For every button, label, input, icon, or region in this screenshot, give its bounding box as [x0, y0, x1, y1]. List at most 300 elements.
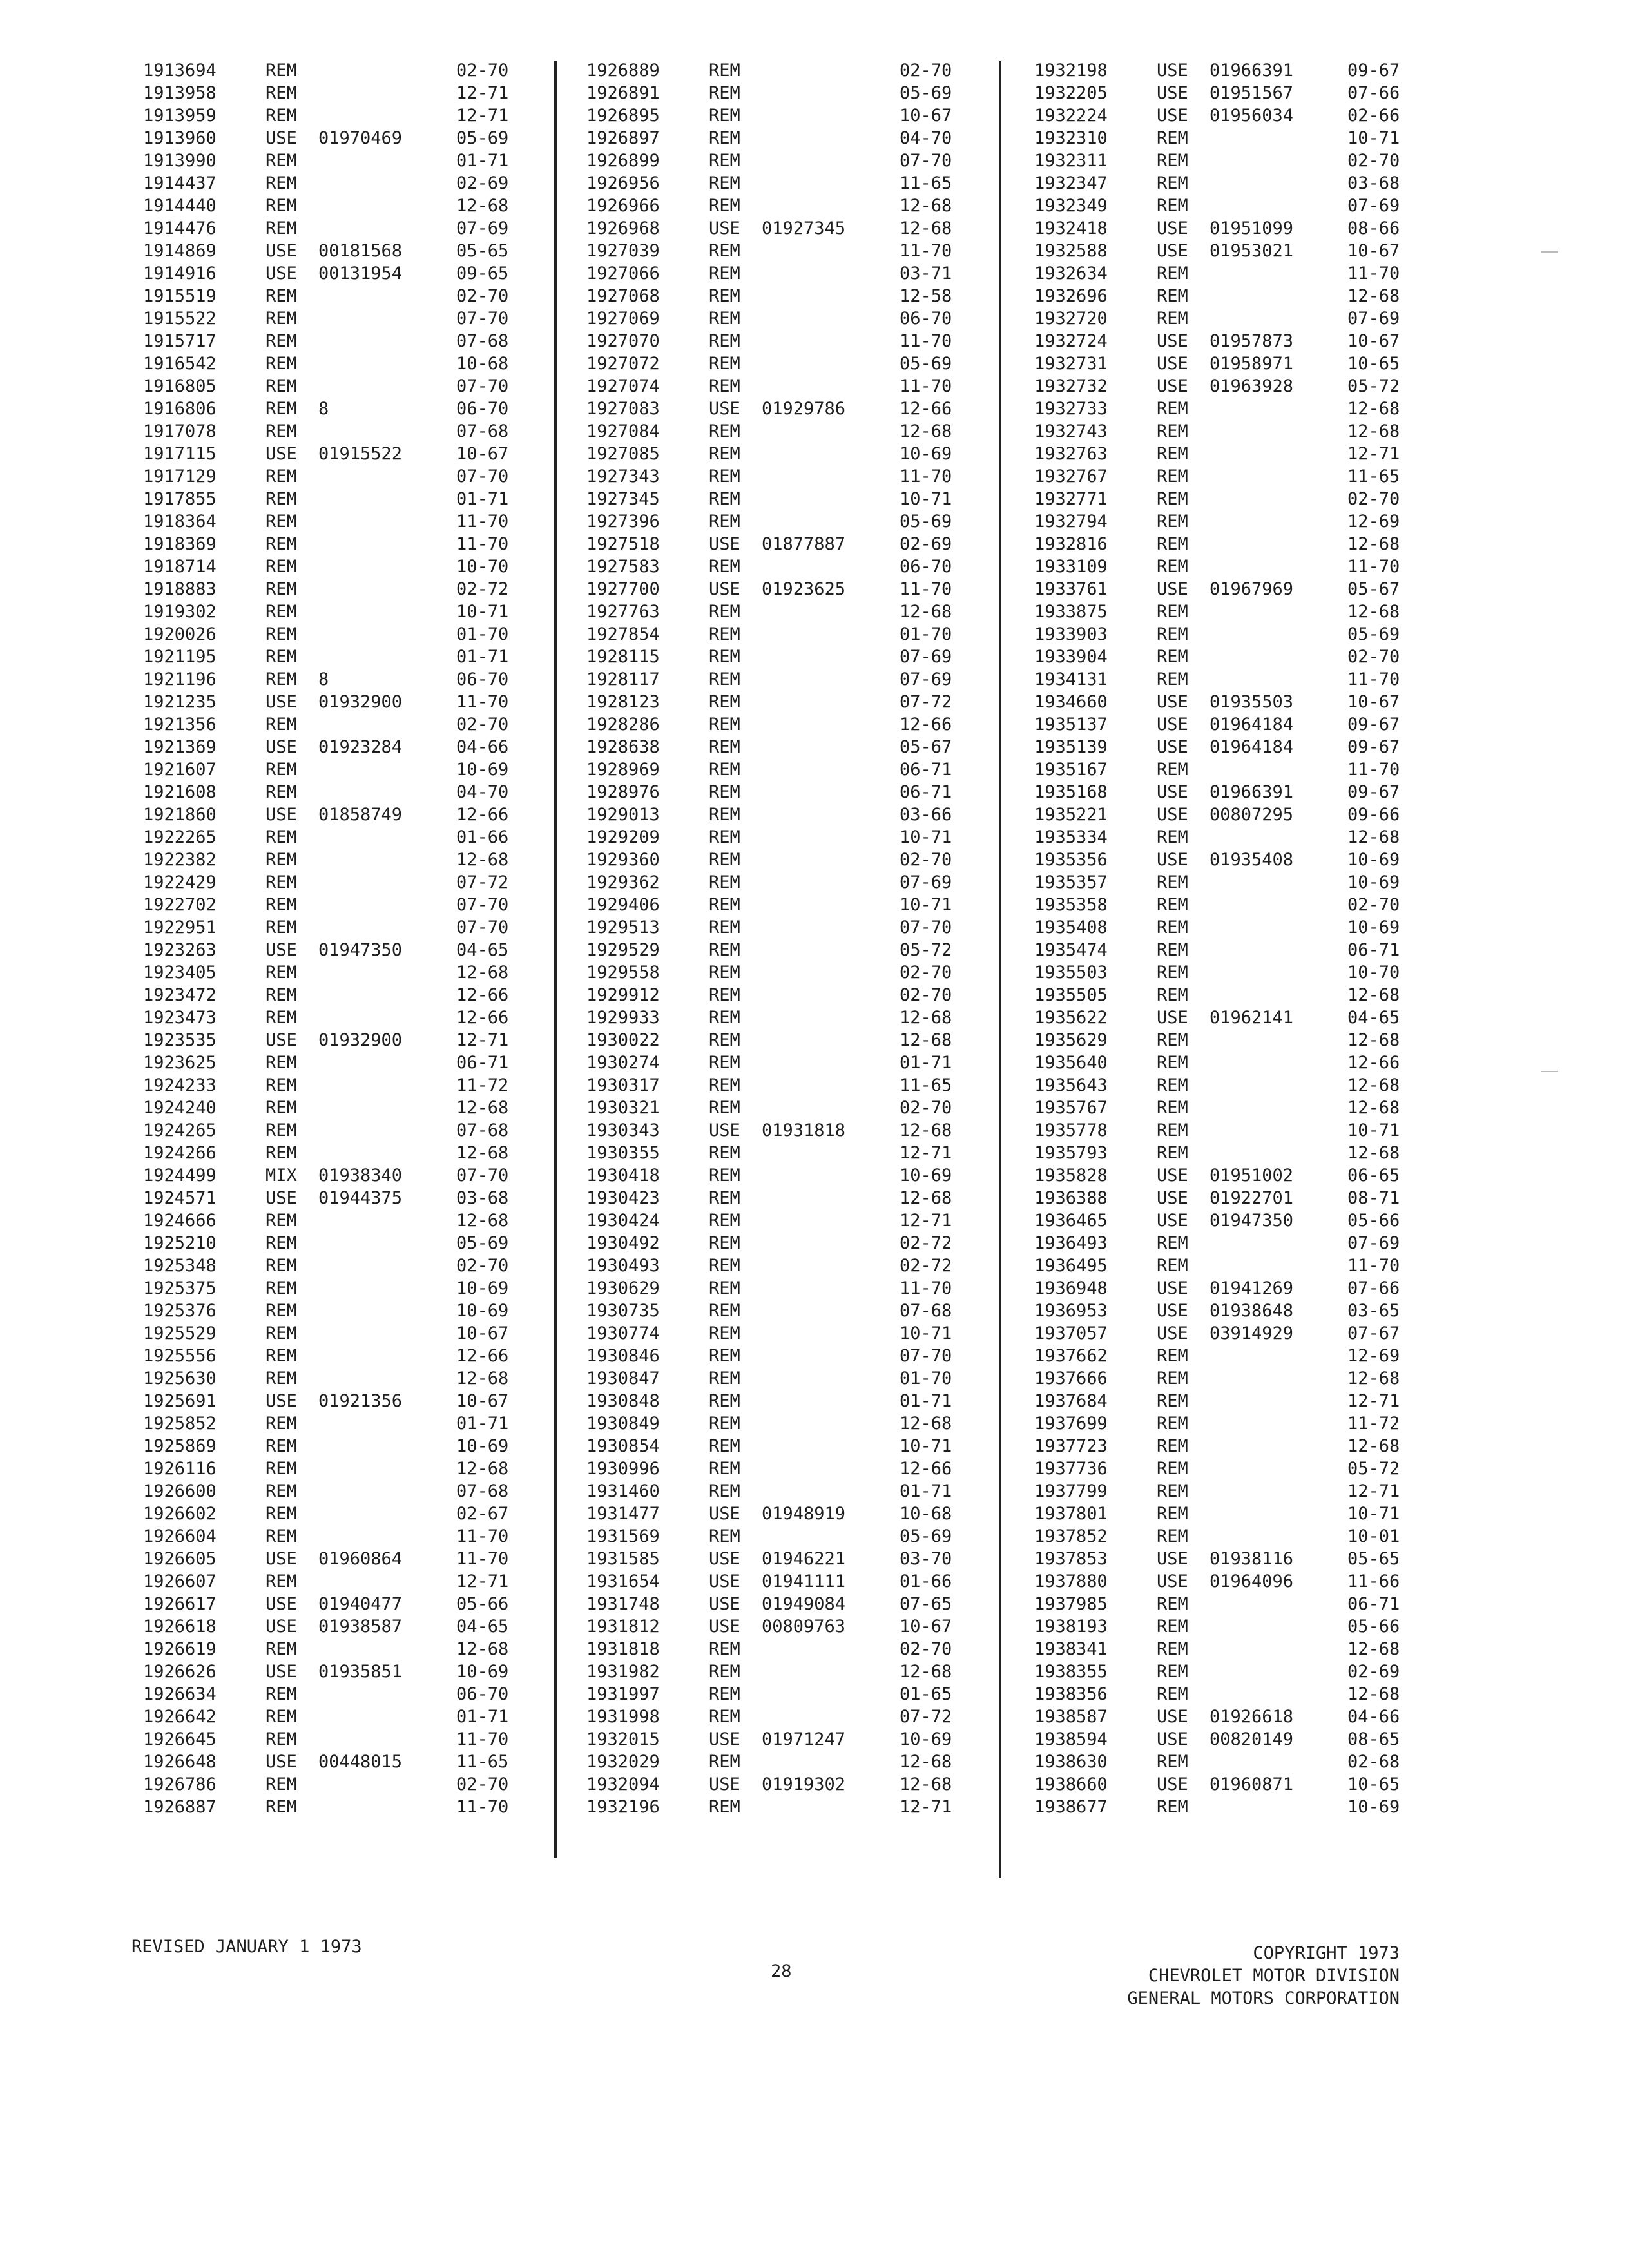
- effective-date: 07-69: [900, 669, 952, 689]
- effective-date: 10-71: [900, 1436, 952, 1456]
- part-number: 1935828: [1034, 1166, 1108, 1186]
- replacement-part-number: 01921356: [318, 1391, 403, 1411]
- status-code: REM: [1157, 286, 1188, 306]
- status-code: REM: [265, 151, 297, 171]
- status-code: USE: [1157, 715, 1188, 735]
- status-code: REM: [709, 151, 740, 171]
- status-code: REM: [709, 872, 740, 892]
- status-code: REM: [265, 512, 297, 532]
- status-code: REM: [265, 534, 297, 554]
- part-number: 1937723: [1034, 1436, 1108, 1456]
- part-number: 1925210: [143, 1233, 217, 1253]
- effective-date: 03-68: [1347, 173, 1400, 193]
- status-code: REM: [265, 1233, 297, 1253]
- status-code: REM: [709, 1639, 740, 1659]
- effective-date: 12-68: [1347, 1369, 1400, 1389]
- part-number: 1932732: [1034, 376, 1108, 396]
- effective-date: 12-68: [900, 1752, 952, 1772]
- status-code: USE: [1157, 579, 1188, 599]
- part-number: 1931654: [586, 1571, 660, 1591]
- part-number: 1927583: [586, 557, 660, 577]
- part-number: 1918364: [143, 512, 217, 532]
- status-code: REM: [265, 331, 297, 351]
- status-code: REM: [709, 1391, 740, 1411]
- part-number: 1918883: [143, 579, 217, 599]
- status-code: USE: [1157, 1707, 1188, 1727]
- part-number: 1928969: [586, 760, 660, 780]
- effective-date: 01-71: [456, 489, 509, 509]
- effective-date: 02-72: [456, 579, 509, 599]
- effective-date: 04-65: [456, 1617, 509, 1637]
- effective-date: 02-70: [1347, 489, 1400, 509]
- status-code: REM: [1157, 128, 1188, 148]
- effective-date: 12-68: [1347, 1436, 1400, 1456]
- part-number: 1930774: [586, 1323, 660, 1343]
- status-code: REM: [1157, 624, 1188, 644]
- part-number: 1924266: [143, 1143, 217, 1163]
- part-number: 1932588: [1034, 241, 1108, 261]
- effective-date: 12-68: [900, 1662, 952, 1682]
- status-code: REM: [709, 1008, 740, 1028]
- status-code: REM: [1157, 1459, 1188, 1479]
- status-code: REM: [265, 715, 297, 735]
- part-number: 1928286: [586, 715, 660, 735]
- part-number: 1930424: [586, 1211, 660, 1231]
- part-number: 1928115: [586, 647, 660, 667]
- effective-date: 10-67: [1347, 331, 1400, 351]
- part-number: 1922702: [143, 895, 217, 915]
- effective-date: 01-66: [456, 827, 509, 847]
- part-number: 1935643: [1034, 1075, 1108, 1095]
- effective-date: 12-68: [900, 1774, 952, 1794]
- status-code: REM: [709, 376, 740, 396]
- part-number: 1916806: [143, 399, 217, 419]
- status-code: REM: [265, 466, 297, 486]
- part-number: 1917129: [143, 466, 217, 486]
- effective-date: 05-65: [1347, 1549, 1400, 1569]
- effective-date: 05-69: [1347, 624, 1400, 644]
- status-code: REM: [1157, 444, 1188, 464]
- effective-date: 11-70: [1347, 557, 1400, 577]
- part-number: 1927084: [586, 421, 660, 441]
- status-code: REM: [1157, 1391, 1188, 1411]
- status-code: REM: [265, 1684, 297, 1704]
- effective-date: 09-67: [1347, 737, 1400, 757]
- effective-date: 05-67: [900, 737, 952, 757]
- effective-date: 05-69: [900, 354, 952, 374]
- effective-date: 07-68: [456, 1120, 509, 1140]
- effective-date: 05-72: [1347, 1459, 1400, 1479]
- status-code: REM: [709, 1369, 740, 1389]
- effective-date: 12-68: [456, 1459, 509, 1479]
- replacement-part-number: 01948919: [762, 1504, 846, 1524]
- replacement-part-number: 01877887: [762, 534, 846, 554]
- replacement-part-number: 00807295: [1210, 805, 1294, 825]
- effective-date: 07-70: [456, 309, 509, 329]
- part-number: 1931569: [586, 1526, 660, 1546]
- status-code: USE: [265, 1188, 297, 1208]
- part-number: 1932696: [1034, 286, 1108, 306]
- part-number: 1930735: [586, 1301, 660, 1321]
- part-number: 1918369: [143, 534, 217, 554]
- effective-date: 06-71: [1347, 940, 1400, 960]
- status-code: REM: [265, 1323, 297, 1343]
- replacement-part-number: 01960864: [318, 1549, 403, 1569]
- part-number: 1921860: [143, 805, 217, 825]
- part-number: 1930343: [586, 1120, 660, 1140]
- part-number: 1926619: [143, 1639, 217, 1659]
- status-code: REM: [709, 309, 740, 329]
- scan-mark: [1541, 1071, 1558, 1072]
- effective-date: 12-68: [1347, 1098, 1400, 1118]
- status-code: REM: [709, 354, 740, 374]
- status-code: REM: [1157, 963, 1188, 983]
- effective-date: 12-68: [900, 602, 952, 622]
- status-code: REM: [1157, 196, 1188, 216]
- status-code: REM: [1157, 647, 1188, 667]
- replacement-part-number: 01951099: [1210, 218, 1294, 238]
- status-code: REM: [1157, 173, 1188, 193]
- part-number: 1914916: [143, 264, 217, 284]
- part-number: 1915519: [143, 286, 217, 306]
- status-code: REM: [1157, 985, 1188, 1005]
- part-number: 1926956: [586, 173, 660, 193]
- copyright-line-1: COPYRIGHT 1973: [1253, 1943, 1400, 1963]
- effective-date: 12-68: [456, 1143, 509, 1163]
- part-number: 1916542: [143, 354, 217, 374]
- part-number: 1927066: [586, 264, 660, 284]
- replacement-part-number: 01935408: [1210, 850, 1294, 870]
- part-number: 1925375: [143, 1278, 217, 1298]
- effective-date: 10-70: [456, 557, 509, 577]
- effective-date: 05-66: [1347, 1211, 1400, 1231]
- effective-date: 12-71: [900, 1143, 952, 1163]
- effective-date: 12-68: [1347, 399, 1400, 419]
- effective-date: 02-67: [456, 1504, 509, 1524]
- replacement-part-number: 01960871: [1210, 1774, 1294, 1794]
- status-code: REM: [709, 1053, 740, 1073]
- status-code: REM: [709, 985, 740, 1005]
- part-number: 1925869: [143, 1436, 217, 1456]
- status-code: REM: [709, 850, 740, 870]
- status-code: REM: [265, 173, 297, 193]
- part-number: 1935167: [1034, 760, 1108, 780]
- part-number: 1930355: [586, 1143, 660, 1163]
- effective-date: 07-68: [900, 1301, 952, 1321]
- replacement-part-number: 01922701: [1210, 1188, 1294, 1208]
- part-number: 1934660: [1034, 692, 1108, 712]
- part-number: 1931812: [586, 1617, 660, 1637]
- effective-date: 06-71: [900, 782, 952, 802]
- status-code: REM: [265, 760, 297, 780]
- effective-date: 11-70: [456, 1729, 509, 1749]
- replacement-part-number: 01966391: [1210, 782, 1294, 802]
- part-number: 1925691: [143, 1391, 217, 1411]
- status-code: REM: [1157, 669, 1188, 689]
- effective-date: 02-70: [900, 1098, 952, 1118]
- column-divider-2: [999, 61, 1001, 1878]
- status-code: USE: [265, 1391, 297, 1411]
- replacement-part-number: 01938587: [318, 1617, 403, 1637]
- replacement-part-number: 01966391: [1210, 61, 1294, 81]
- replacement-part-number: 01953021: [1210, 241, 1294, 261]
- part-number: 1926899: [586, 151, 660, 171]
- status-code: REM: [1157, 1662, 1188, 1682]
- part-number: 1931998: [586, 1707, 660, 1727]
- replacement-part-number: 01935503: [1210, 692, 1294, 712]
- effective-date: 04-66: [456, 737, 509, 757]
- effective-date: 07-68: [456, 331, 509, 351]
- status-code: REM: [1157, 918, 1188, 937]
- effective-date: 12-71: [1347, 444, 1400, 464]
- part-number: 1936493: [1034, 1233, 1108, 1253]
- part-number: 1929013: [586, 805, 660, 825]
- effective-date: 12-68: [900, 1008, 952, 1028]
- status-code: USE: [709, 1549, 740, 1569]
- part-number: 1924666: [143, 1211, 217, 1231]
- part-number: 1932720: [1034, 309, 1108, 329]
- effective-date: 11-65: [900, 1075, 952, 1095]
- effective-date: 07-70: [456, 1166, 509, 1186]
- part-number: 1937684: [1034, 1391, 1108, 1411]
- status-code: REM: [265, 624, 297, 644]
- effective-date: 07-70: [456, 466, 509, 486]
- part-number: 1924265: [143, 1120, 217, 1140]
- part-number: 1914476: [143, 218, 217, 238]
- effective-date: 01-71: [456, 1414, 509, 1434]
- status-code: REM: [1157, 466, 1188, 486]
- status-code: USE: [709, 579, 740, 599]
- status-code: REM: [709, 421, 740, 441]
- part-number: 1932724: [1034, 331, 1108, 351]
- status-code: REM: [265, 286, 297, 306]
- status-code: USE: [1157, 805, 1188, 825]
- part-number: 1932310: [1034, 128, 1108, 148]
- status-code: REM: [1157, 760, 1188, 780]
- part-number: 1937666: [1034, 1369, 1108, 1389]
- part-number: 1932733: [1034, 399, 1108, 419]
- replacement-part-number: 01931818: [762, 1120, 846, 1140]
- effective-date: 12-66: [1347, 1053, 1400, 1073]
- revision-date: REVISED JANUARY 1 1973: [131, 1937, 362, 1957]
- part-number: 1935139: [1034, 737, 1108, 757]
- part-number: 1938587: [1034, 1707, 1108, 1727]
- part-number: 1913694: [143, 61, 217, 81]
- replacement-part-number: 8: [318, 399, 329, 419]
- part-number: 1924240: [143, 1098, 217, 1118]
- status-code: REM: [265, 918, 297, 937]
- effective-date: 11-65: [1347, 466, 1400, 486]
- part-number: 1916805: [143, 376, 217, 396]
- part-number: 1919302: [143, 602, 217, 622]
- effective-date: 10-71: [900, 827, 952, 847]
- part-number: 1926604: [143, 1526, 217, 1546]
- status-code: REM: [709, 1233, 740, 1253]
- effective-date: 12-68: [900, 196, 952, 216]
- effective-date: 04-70: [900, 128, 952, 148]
- effective-date: 07-69: [900, 647, 952, 667]
- part-number: 1926891: [586, 83, 660, 103]
- copyright-line-2: CHEVROLET MOTOR DIVISION: [1148, 1966, 1400, 1986]
- status-code: USE: [265, 737, 297, 757]
- effective-date: 12-71: [456, 106, 509, 126]
- part-number: 1937853: [1034, 1549, 1108, 1569]
- part-number: 1921356: [143, 715, 217, 735]
- part-number: 1935503: [1034, 963, 1108, 983]
- effective-date: 11-70: [456, 692, 509, 712]
- replacement-part-number: 01949084: [762, 1594, 846, 1614]
- status-code: USE: [265, 444, 297, 464]
- part-number: 1928638: [586, 737, 660, 757]
- effective-date: 09-65: [456, 264, 509, 284]
- status-code: REM: [265, 1098, 297, 1118]
- part-number: 1931477: [586, 1504, 660, 1524]
- part-number: 1921195: [143, 647, 217, 667]
- part-number: 1926897: [586, 128, 660, 148]
- part-number: 1929558: [586, 963, 660, 983]
- status-code: REM: [709, 128, 740, 148]
- effective-date: 12-68: [900, 1120, 952, 1140]
- status-code: USE: [265, 1752, 297, 1772]
- effective-date: 10-67: [456, 1323, 509, 1343]
- status-code: USE: [1157, 1301, 1188, 1321]
- status-code: REM: [709, 918, 740, 937]
- part-number: 1937662: [1034, 1346, 1108, 1366]
- status-code: REM: [709, 1797, 740, 1817]
- status-code: REM: [709, 557, 740, 577]
- part-number: 1927068: [586, 286, 660, 306]
- effective-date: 07-70: [456, 376, 509, 396]
- status-code: REM: [709, 106, 740, 126]
- status-code: REM: [265, 1256, 297, 1276]
- effective-date: 02-70: [900, 1639, 952, 1659]
- replacement-part-number: 00448015: [318, 1752, 403, 1772]
- status-code: REM: [709, 1030, 740, 1050]
- part-number: 1932794: [1034, 512, 1108, 532]
- effective-date: 12-71: [1347, 1481, 1400, 1501]
- effective-date: 07-69: [1347, 1233, 1400, 1253]
- status-code: REM: [265, 1346, 297, 1366]
- effective-date: 10-68: [900, 1504, 952, 1524]
- part-number: 1933875: [1034, 602, 1108, 622]
- effective-date: 12-68: [1347, 286, 1400, 306]
- status-code: REM: [265, 1774, 297, 1794]
- effective-date: 12-66: [900, 715, 952, 735]
- part-number: 1931982: [586, 1662, 660, 1682]
- part-number: 1935622: [1034, 1008, 1108, 1028]
- effective-date: 12-68: [1347, 1639, 1400, 1659]
- status-code: REM: [265, 872, 297, 892]
- part-number: 1926607: [143, 1571, 217, 1591]
- replacement-part-number: 00181568: [318, 241, 403, 261]
- part-number: 1929362: [586, 872, 660, 892]
- status-code: REM: [709, 1481, 740, 1501]
- status-code: USE: [1157, 782, 1188, 802]
- effective-date: 10-69: [1347, 872, 1400, 892]
- replacement-part-number: 01958971: [1210, 354, 1294, 374]
- part-number: 1935408: [1034, 918, 1108, 937]
- part-number: 1921196: [143, 669, 217, 689]
- part-number: 1926966: [586, 196, 660, 216]
- part-number: 1933903: [1034, 624, 1108, 644]
- status-code: REM: [1157, 1481, 1188, 1501]
- status-code: REM: [709, 1346, 740, 1366]
- part-number: 1929912: [586, 985, 660, 1005]
- status-code: USE: [265, 1549, 297, 1569]
- effective-date: 11-70: [456, 534, 509, 554]
- status-code: REM: [1157, 1526, 1188, 1546]
- status-code: REM: [709, 1684, 740, 1704]
- effective-date: 11-70: [456, 1526, 509, 1546]
- part-number: 1935357: [1034, 872, 1108, 892]
- part-number: 1930629: [586, 1278, 660, 1298]
- effective-date: 12-66: [900, 1459, 952, 1479]
- status-code: USE: [1157, 354, 1188, 374]
- effective-date: 10-71: [900, 1323, 952, 1343]
- part-number: 1925348: [143, 1256, 217, 1276]
- effective-date: 12-68: [456, 963, 509, 983]
- effective-date: 11-70: [1347, 1256, 1400, 1276]
- part-number: 1923405: [143, 963, 217, 983]
- status-code: REM: [265, 557, 297, 577]
- page-number: 28: [771, 1961, 792, 1981]
- status-code: REM: [709, 647, 740, 667]
- status-code: REM: [709, 1166, 740, 1186]
- status-code: USE: [1157, 1549, 1188, 1569]
- status-code: USE: [265, 1662, 297, 1682]
- part-number: 1937799: [1034, 1481, 1108, 1501]
- replacement-part-number: 01947350: [318, 940, 403, 960]
- part-number: 1917855: [143, 489, 217, 509]
- effective-date: 02-70: [456, 715, 509, 735]
- effective-date: 01-71: [456, 647, 509, 667]
- part-number: 1930022: [586, 1030, 660, 1050]
- effective-date: 12-71: [456, 1571, 509, 1591]
- effective-date: 06-70: [900, 557, 952, 577]
- status-code: USE: [265, 1594, 297, 1614]
- effective-date: 06-70: [456, 1684, 509, 1704]
- part-number: 1930493: [586, 1256, 660, 1276]
- effective-date: 02-69: [456, 173, 509, 193]
- part-number: 1938660: [1034, 1774, 1108, 1794]
- part-number: 1934131: [1034, 669, 1108, 689]
- effective-date: 07-72: [456, 872, 509, 892]
- part-number: 1926895: [586, 106, 660, 126]
- part-number: 1925630: [143, 1369, 217, 1389]
- status-code: REM: [709, 1752, 740, 1772]
- part-number: 1935356: [1034, 850, 1108, 870]
- replacement-part-number: 01940477: [318, 1594, 403, 1614]
- effective-date: 01-71: [456, 151, 509, 171]
- effective-date: 02-66: [1347, 106, 1400, 126]
- effective-date: 10-67: [900, 1617, 952, 1637]
- effective-date: 07-69: [900, 872, 952, 892]
- status-code: REM: [265, 1053, 297, 1073]
- status-code: REM: [709, 241, 740, 261]
- part-number: 1921369: [143, 737, 217, 757]
- part-number: 1914440: [143, 196, 217, 216]
- part-number: 1913990: [143, 151, 217, 171]
- effective-date: 12-69: [1347, 512, 1400, 532]
- replacement-part-number: 01938116: [1210, 1549, 1294, 1569]
- effective-date: 03-65: [1347, 1301, 1400, 1321]
- effective-date: 05-66: [1347, 1617, 1400, 1637]
- effective-date: 01-70: [456, 624, 509, 644]
- part-number: 1921607: [143, 760, 217, 780]
- status-code: REM: [709, 895, 740, 915]
- status-code: REM: [1157, 895, 1188, 915]
- part-number: 1932205: [1034, 83, 1108, 103]
